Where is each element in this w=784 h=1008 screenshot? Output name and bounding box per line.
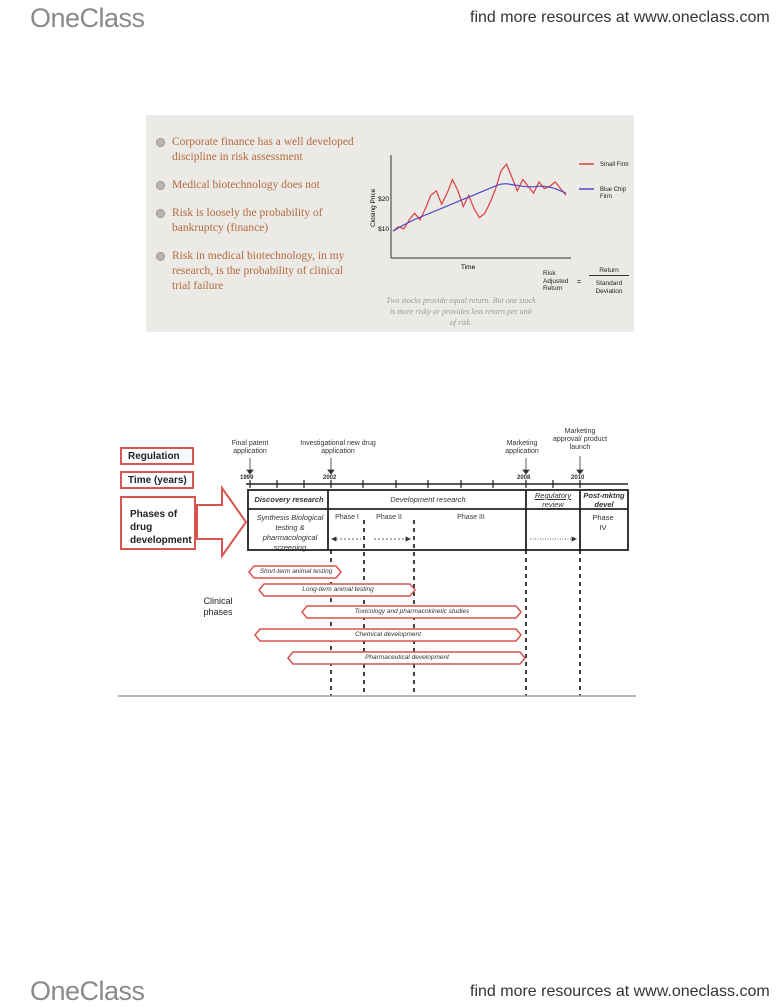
arrow-label: Chemical development (354, 631, 422, 638)
stage-development: Development research (390, 495, 466, 504)
label-phases: Phases of drug development (120, 496, 196, 550)
arrowhead (247, 470, 253, 474)
series-line-blue-chip (393, 184, 566, 231)
formula-numerator: Return (589, 267, 629, 276)
stage-phase-1: Phase I (335, 514, 359, 521)
footer-link[interactable]: find more resources at www.oneclass.com (470, 983, 770, 1000)
label-regulation: Regulation (120, 447, 194, 465)
arrow-label: Pharmaceutical development (365, 654, 449, 661)
year-2010: 2010 (571, 475, 585, 481)
bullet-icon (156, 181, 165, 190)
arrowhead (577, 470, 583, 474)
formula-risk-adjusted-return: Risk Adjusted Return (543, 270, 569, 292)
legend-label-blue-chip: Blue Chip Firm (600, 187, 627, 200)
series-line-small-firm (393, 164, 566, 231)
stage-postmktng: Post-mktng devel (583, 491, 625, 509)
slide-risk (146, 115, 634, 332)
y-tick-label: $20 (378, 196, 389, 203)
header-link[interactable]: find more resources at www.oneclass.com (470, 9, 770, 26)
arrow-label: Long-term animal testing (302, 586, 374, 593)
milestone-marketing-approval: Marketing approval/ product launch (552, 428, 608, 451)
stage-regulatory: Regulatory review (534, 491, 572, 509)
bullet-icon (156, 209, 165, 218)
year-2008: 2008 (517, 475, 531, 481)
label-time: Time (years) (120, 471, 194, 489)
price-chart (361, 145, 631, 275)
stage-synthesis: Synthesis Biological testing & pharmacological screening (256, 513, 324, 552)
label-clinical-phases: Clinical phases (203, 596, 233, 617)
stage-phase-4: Phase IV (592, 513, 614, 532)
basic-research-label: Basic research (202, 514, 234, 532)
bullet-item: Risk is loosely the probability of bankruptcy (finance) (156, 206, 361, 236)
bullet-item: Medical biotechnology does not (156, 178, 361, 193)
milestone-marketing-application: Marketing application (505, 440, 539, 455)
formula-equals: = (577, 279, 582, 286)
x-axis-label: Time (461, 264, 476, 271)
slide-drug-development (118, 418, 636, 700)
year-1999: 1999 (240, 475, 254, 481)
y-axis-label: Closing Price (370, 188, 377, 227)
stage-discovery: Discovery research (254, 495, 324, 504)
stage-phase-2: Phase II (376, 514, 402, 521)
bullet-item: Corporate finance has a well developed discipline in risk assessment (156, 135, 361, 165)
arrowhead (523, 470, 529, 474)
year-2002: 2002 (323, 475, 337, 481)
legend-label-small-firm: Small Firm (600, 162, 629, 168)
oneclass-logo[interactable]: OneClass (30, 3, 145, 33)
arrow-label: Short-term animal testing (259, 568, 333, 575)
formula-denominator: Standard Deviation (595, 280, 623, 295)
milestone-ind: Investigational new drug application (300, 440, 376, 455)
stage-phase-3: Phase III (457, 514, 485, 521)
bullet-item: Risk in medical biotechnology, in my research, is the probability of clinical trial failure (156, 249, 361, 294)
arrow-label: Toxicology and pharmacokinetic studies (354, 608, 470, 615)
slide-caption: Two stocks provide equal return. But one stock is more risky or provides less return per unit of risk. (386, 296, 536, 327)
arrowhead (328, 470, 334, 474)
oneclass-logo-footer[interactable]: OneClass (30, 976, 145, 1006)
milestone-final-patent: Final patent application (231, 440, 269, 455)
bullet-icon (156, 252, 165, 261)
bullet-icon (156, 138, 165, 147)
y-tick-label: $10 (378, 226, 389, 233)
